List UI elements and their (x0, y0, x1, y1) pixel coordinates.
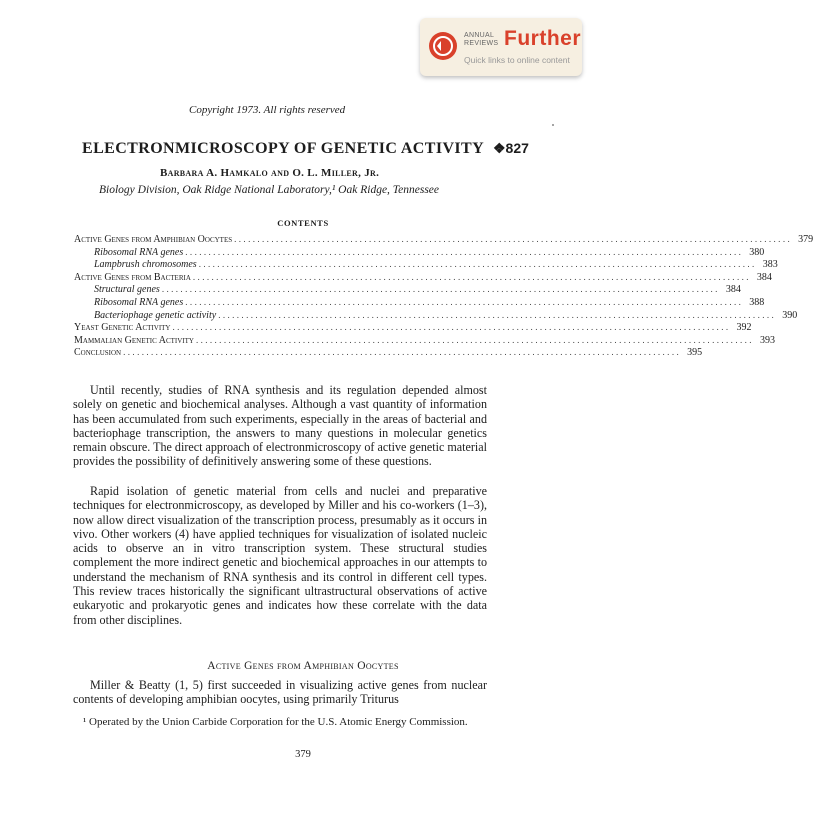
toc-entry-page: 388 (749, 296, 765, 308)
toc-entry[interactable] (74, 334, 775, 347)
toc-entry[interactable] (74, 246, 765, 259)
toc-entry-page: 379 (798, 234, 813, 245)
toc-entry-page: 380 (749, 246, 765, 258)
table-of-contents (74, 233, 813, 359)
paragraph-text: Rapid isolation of genetic material from cells and nuclei and preparative techniques for electronmicroscopy, as developed by Miller and his co-workers (1–3), now allow direct visualization of the transcription process, presumably as it occurs in vivo. Other workers (4) have applied techniques for visualization of isolated nucleic acids to observe an in vitro transcription system. These structural studies complement the more indirect genetic and biochemical approaches in our attempts to understand the mechanism of RNA synthesis and its control in different cell types. This review traces historically the significant ultrastructural observations of active eukaryotic and prokaryotic genes and indicates how these correlate with the data from other disciplines. (73, 484, 487, 627)
authors: Barbara A. Hamkalo and O. L. Miller, Jr. (160, 167, 380, 179)
page-reference: ❖827 (493, 140, 529, 156)
body-paragraph-3 (73, 678, 487, 707)
toc-entry-label: Yeast Genetic Activity (74, 322, 171, 334)
play-arrow-icon (429, 32, 457, 60)
toc-leader-dots: ........................................................................................................................ (123, 347, 682, 358)
body-paragraph-1 (73, 383, 487, 469)
body-paragraph-2 (73, 484, 487, 627)
badge-subtitle: Quick links to online content (464, 55, 570, 65)
toc-entry-page: 384 (725, 284, 741, 296)
toc-entry-label: Ribosomal RNA genes (94, 246, 184, 258)
contents-heading: CONTENTS (277, 218, 329, 228)
toc-entry[interactable] (74, 346, 703, 359)
toc-entry-label: Structural genes (94, 284, 160, 296)
toc-leader-dots: ........................................................................................................................ (195, 334, 754, 345)
toc-entry-label: Mammalian Genetic Activity (74, 334, 194, 346)
toc-entry-label: Ribosomal RNA genes (94, 296, 184, 308)
toc-entry-label: Conclusion (74, 347, 122, 359)
toc-entry[interactable] (74, 258, 778, 271)
toc-leader-dots: ........................................................................................................................ (172, 322, 731, 333)
toc-entry-page: 395 (687, 347, 703, 359)
toc-entry-page: 383 (762, 259, 778, 271)
toc-entry[interactable] (74, 321, 752, 334)
toc-entry[interactable] (74, 309, 798, 322)
toc-leader-dots: ........................................................................................................................ (198, 259, 757, 270)
toc-entry[interactable] (74, 233, 813, 246)
copyright-line: Copyright 1973. All rights reserved (189, 104, 346, 116)
badge-annual-reviews: ANNUAL REVIEWS (464, 32, 499, 47)
toc-entry-label: Bacteriophage genetic activity (94, 309, 217, 321)
footnote-text: ¹ Operated by the Union Carbide Corporation for the U.S. Atomic Energy Commission. (83, 716, 468, 728)
footnote (73, 716, 487, 730)
toc-entry-page: 392 (736, 322, 752, 334)
toc-entry-page: 384 (756, 271, 772, 283)
toc-leader-dots: ........................................................................................................................ (234, 234, 793, 244)
toc-entry[interactable] (74, 296, 765, 309)
affiliation: Biology Division, Oak Ridge National Laboratory,¹ Oak Ridge, Tennessee (99, 184, 440, 196)
toc-leader-dots: ........................................................................................................................ (218, 309, 777, 320)
toc-leader-dots: ........................................................................................................................ (185, 296, 744, 307)
article-title: ELECTRONMICROSCOPY OF GENETIC ACTIVITY (82, 140, 485, 157)
toc-leader-dots: ........................................................................................................................ (161, 284, 720, 295)
toc-entry-page: 390 (782, 309, 798, 321)
toc-entry-label: Active Genes from Bacteria (74, 271, 191, 283)
toc-leader-dots: ........................................................................................................................ (192, 271, 751, 282)
paragraph-text: Until recently, studies of RNA synthesis and its regulation depended almost solely on genetic and biochemical analyses. Although a vast quantity of information has been accumulated from such experiments, especially in the areas of bacterial and bacteriophage transcription, the answers to many questions in molecular genetics remain obscure. The direct approach of electronmicroscopy of active genetic material provides the possibility of definitively answering some of these questions. (73, 383, 487, 469)
toc-entry[interactable] (74, 283, 741, 296)
paragraph-text: Miller & Beatty (1, 5) first succeeded in visualizing active genes from nuclear contents of developing amphibian oocytes, using primarily Triturus (73, 678, 487, 707)
badge-further-label: Further (504, 27, 581, 50)
toc-leader-dots: ........................................................................................................................ (185, 246, 744, 257)
toc-entry-label: Active Genes from Amphibian Oocytes (74, 234, 233, 245)
further-badge[interactable] (420, 18, 582, 76)
page-number: 379 (295, 749, 311, 760)
toc-entry-label: Lampbrush chromosomes (94, 259, 197, 271)
toc-entry-page: 393 (759, 334, 775, 346)
section-heading: Active Genes from Amphibian Oocytes (207, 660, 399, 672)
scan-dot (552, 124, 554, 126)
toc-entry[interactable] (74, 271, 772, 284)
